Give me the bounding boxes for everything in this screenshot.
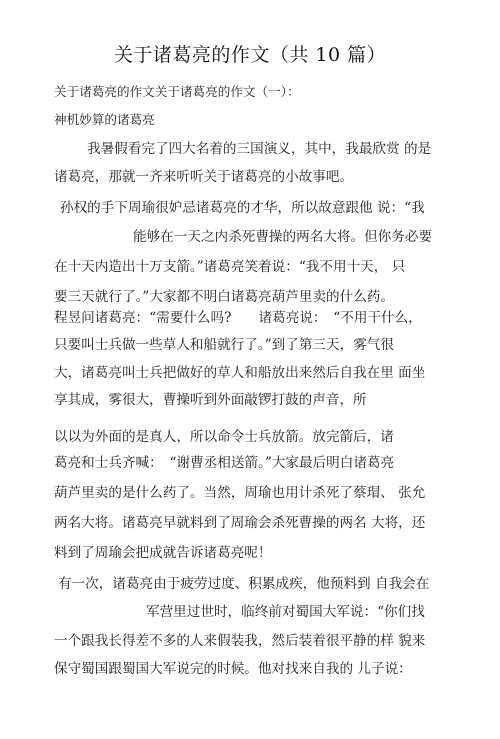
body-line-10: 享其成，雾很大，曹操听到外面敲锣打鼓的声音，所 <box>54 392 367 408</box>
body-line-18: 一个跟我长得差不多的人来假装我，然后装着很平静的样 貌来 <box>54 633 426 649</box>
body-line-19: 保守蜀国跟蜀国大军说完的时候。他对找来自我的 儿子说： <box>54 661 412 677</box>
body-line-6: 要三天就行了。”大家都不明白诸葛亮葫芦里卖的什么药。 <box>54 289 394 305</box>
body-line-12: 葛亮和士兵齐喊： “谢曹丞相送箭。”大家最后明白诸葛亮 <box>54 455 395 471</box>
body-line-5: 在十天内造出十万支箭。”诸葛亮笑着说：“我不用十天， 只 <box>54 259 406 275</box>
body-line-3: 孙权的手下周瑜很妒忌诸葛亮的才华，所以故意跟他 说：“我 <box>60 200 425 216</box>
body-line-7: 程昱问诸葛亮：“需要什么吗? 诸葛亮说： “不用干什么， <box>54 310 422 326</box>
body-line-11: 以以为外面的是真人，所以命令士兵放箭。放完箭后，诸 <box>54 429 394 445</box>
body-line-16: 有一次，诸葛亮由于疲劳过度、积累成疾，他预料到 自我会在 <box>58 576 430 592</box>
article-subheading: 神机妙算的诸葛亮 <box>54 112 155 127</box>
body-line-4: 能够在一天之内杀死曹操的两名大将。但你务必要 <box>133 229 433 245</box>
article-heading: 关于诸葛亮的作文关于诸葛亮的作文（一）： <box>54 84 300 99</box>
body-line-8: 只要叫士兵做一些草人和船就行了。”到了第三天，雾气很 <box>54 337 394 353</box>
body-line-15: 料到了周瑜会把成就告诉诸葛亮呢！ <box>54 545 272 561</box>
body-line-13: 葫芦里卖的是什么药了。当然，周瑜也用计杀死了蔡瑁、 张允 <box>54 485 426 501</box>
body-line-9: 大，诸葛亮叫士兵把做好的草人和船放出来然后自我在里 面坐 <box>54 365 426 381</box>
body-line-17: 军营里过世时，临终前对蜀国大军说：“你们找 <box>146 604 425 620</box>
body-line-1: 我暑假看完了四大名着的三国演义，其中，我最欣赏 的是 <box>87 141 432 157</box>
body-line-14: 两名大将。诸葛亮早就料到了周瑜会杀死曹操的两名 大将，还 <box>54 515 426 531</box>
document-title: 关于诸葛亮的作文（共 10 篇） <box>113 44 387 66</box>
body-line-2: 诸葛亮，那就一齐来听听关于诸葛亮的小故事吧。 <box>54 169 354 185</box>
